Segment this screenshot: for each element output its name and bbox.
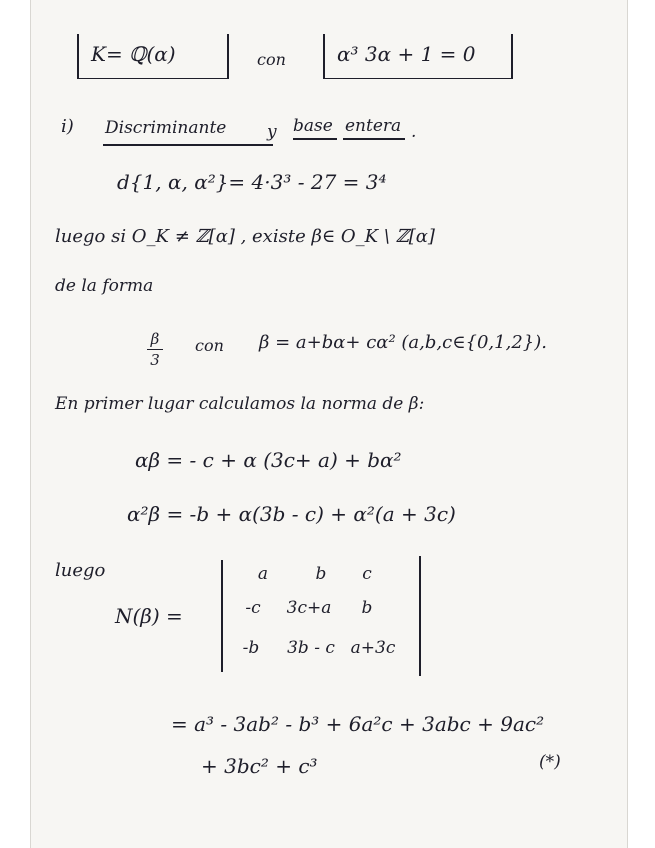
- section-title-dot: .: [411, 122, 417, 142]
- discriminant-equation: d{1, α, α²}= 4·3³ - 27 = 3⁴: [117, 170, 387, 194]
- matrix-cell-r2c3: b: [361, 598, 373, 618]
- beta-over-three: [147, 330, 163, 369]
- polynomial: α³ 3α + 1 = 0: [337, 42, 476, 66]
- discriminante-underline: [103, 144, 273, 146]
- section-title-y: y: [267, 122, 277, 142]
- matrix-cell-r2c1: -c: [245, 598, 261, 618]
- section-title-entera: entera: [345, 116, 402, 136]
- matrix-cell-r1c2: b: [315, 564, 327, 584]
- equation-star-label: (*): [539, 752, 561, 772]
- alpha-beta-equation: αβ = - c + α (3c+ a) + bα²: [135, 448, 402, 472]
- handwritten-page: [30, 0, 628, 848]
- section-title-base: base: [293, 116, 333, 136]
- luego-si-line: luego si O_K ≠ ℤ[α] , existe β∈ O_K \ ℤ[α]: [55, 226, 435, 247]
- field-definition: K= ℚ(α): [91, 42, 176, 66]
- luego-label: luego: [55, 560, 106, 581]
- determinant-right-bar: [419, 556, 421, 676]
- norm-result-line1: = a³ - 3ab² - b³ + 6a²c + 3abc + 9ac²: [171, 712, 545, 736]
- beta-con: con: [195, 336, 224, 355]
- matrix-cell-r3c1: -b: [242, 638, 260, 658]
- en-primer-lugar-line: En primer lugar calculamos la norma de β:: [55, 394, 425, 414]
- norm-result-line2: + 3bc² + c³: [201, 754, 318, 778]
- fraction-numerator: β: [150, 330, 160, 348]
- matrix-cell-r1c3: c: [362, 564, 372, 584]
- determinant-left-bar: [221, 560, 223, 672]
- matrix-cell-r1c1: a: [257, 564, 269, 584]
- entera-underline: [343, 138, 405, 140]
- section-number: i): [61, 116, 74, 137]
- alpha-squared-beta-equation: α²β = -b + α(3b - c) + α²(a + 3c): [127, 502, 456, 526]
- matrix-cell-r2c2: 3c+a: [286, 598, 332, 618]
- fraction-bar: [147, 349, 163, 350]
- de-la-forma: de la forma: [55, 276, 154, 296]
- beta-definition: β = a+bα+ cα² (a,b,c∈{0,1,2}).: [259, 332, 547, 353]
- matrix-cell-r3c3: a+3c: [350, 638, 396, 658]
- con-word: con: [257, 50, 286, 69]
- base-underline: [293, 138, 337, 140]
- section-title-discriminante: Discriminante: [105, 118, 227, 138]
- norm-beta-label: N(β) =: [115, 604, 183, 628]
- matrix-cell-r3c2: 3b - c: [287, 638, 335, 658]
- fraction-denominator: 3: [150, 351, 160, 369]
